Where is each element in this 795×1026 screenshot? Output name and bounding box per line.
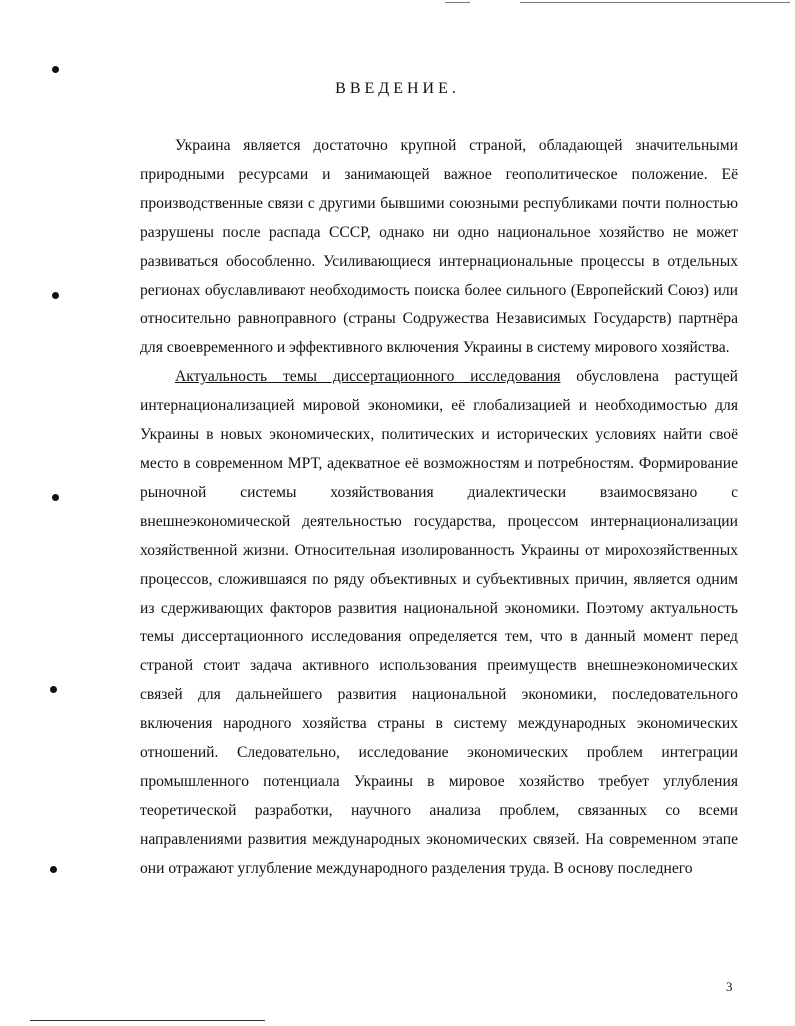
binder-hole-mark (52, 66, 59, 73)
underlined-heading-phrase: Актуальность темы диссертационного исследования (175, 368, 561, 386)
binder-hole-mark (50, 686, 57, 693)
binder-hole-mark (52, 292, 59, 299)
paragraph-text: обусловлена растущей интернационализацией мировой экономики, её глобализацией и необходимостью для Украины в новых экономических, политических и исторических условиях найти своё место в современном МРТ, адекватное её возможностям и потребностям. Формирование рыночной системы хозяйствования диалектически взаимосвязано с внешнеэкономической деятельностью государства, процессом интернационализации хозяйственной жизни. Относительная изолированность Украины от мирохозяйственных процессов, сложившаяся по ряду объективных и субъективных причин, является одним из сдерживающих факторов развития национальной экономики. Поэтому актуальность темы диссертационного исследования определяется тем, что в данный момент перед страной стоит задача активного использования преимуществ внешнеэкономических связей для дальнейшего развития национальной экономики, последовательного включения народного хозяйства страны в систему международных экономических отношений. Следовательно, исследование экономических проблем интеграции промышленного потенциала Украины в мировое хозяйство требует углубления теоретической разработки, научного анализа проблем, связанных со всеми направлениями развития международных экономических связей. На современном этапе они отражают углубление международного разделения труда. В основу последнего (140, 368, 738, 877)
paragraph: Украина является достаточно крупной страной, обладающей значительными природными ресурсами и занимающей важное геополитическое положение. Её производственные связи с другими бывшими союзными республиками почти полностью разрушены после распада СССР, однако ни одно национальное хозяйство не может развиваться обособленно. Усиливающиеся интернациональные процессы в отдельных регионах обуславливают необходимость поиска более сильного (Европейский Союз) или относительно равноправного (страны Содружества Независимых Государств) партнёра для своевременного и эффективного включения Украины в систему мирового хозяйства. (140, 137, 738, 357)
scan-artifact-line (445, 2, 470, 3)
scan-artifact-line (520, 2, 790, 3)
scan-artifact-line (30, 1020, 265, 1021)
page-title: ВВЕДЕНИЕ. (335, 80, 460, 97)
body-text (140, 132, 738, 884)
page-number: 3 (726, 979, 733, 994)
binder-hole-mark (50, 866, 57, 873)
paragraph (140, 363, 738, 883)
binder-hole-mark (52, 494, 59, 501)
